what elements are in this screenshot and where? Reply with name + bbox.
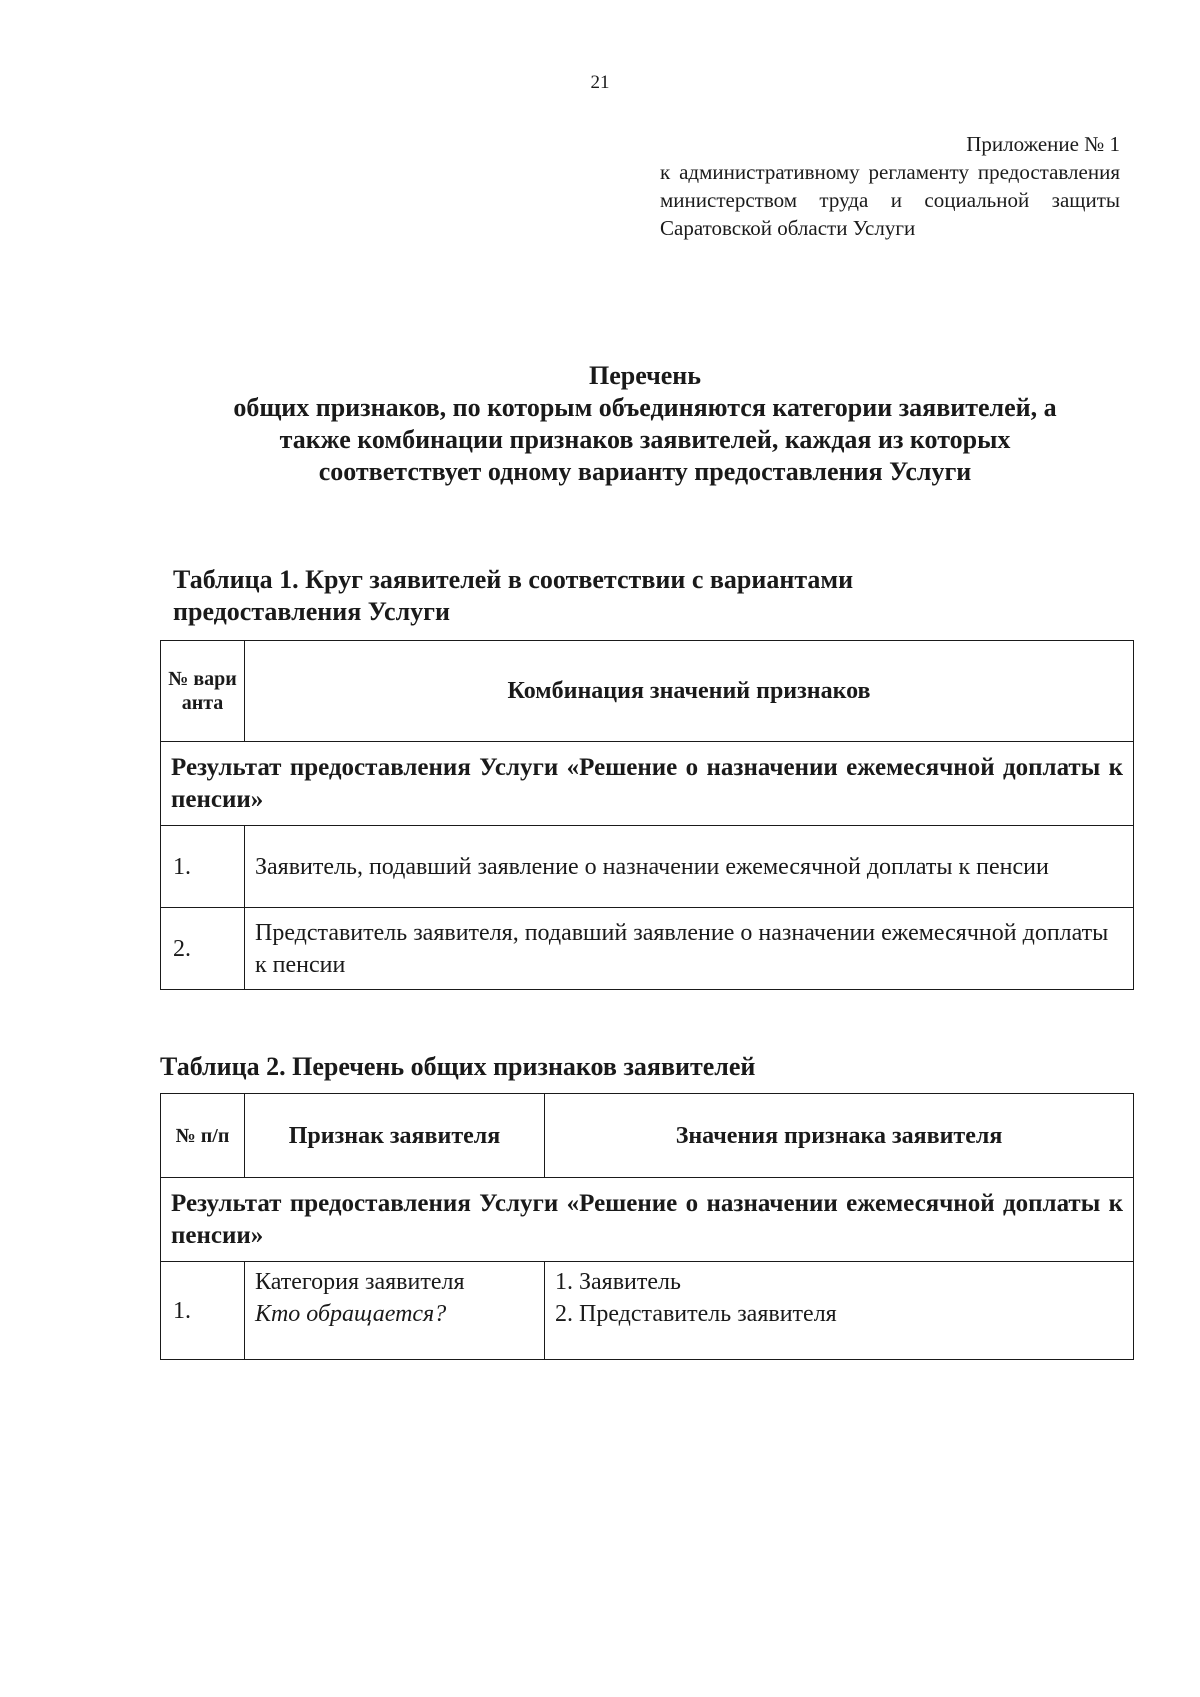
table1-header-num: № вари анта — [161, 641, 245, 742]
table2-header-feature: Признак заявителя — [245, 1094, 545, 1178]
table-row — [161, 826, 1134, 908]
value-item-2: 2. Представитель заявителя — [555, 1301, 837, 1327]
appendix-block — [660, 130, 1120, 242]
title-line-3: также комбинации признаков заявителей, каждая из которых — [279, 425, 1011, 454]
table1-header-combo: Комбинация значений признаков — [245, 641, 1134, 742]
table1 — [160, 640, 1134, 990]
table2-header-row — [161, 1094, 1134, 1178]
value-item-1: 1. Заявитель — [555, 1269, 681, 1295]
table-row — [161, 1262, 1134, 1360]
table1-result: Результат предоставления Услуги «Решение о назначении ежемесячной доплаты к пенсии» — [161, 742, 1134, 826]
table1-result-row — [161, 742, 1134, 826]
page-number: 21 — [590, 72, 610, 93]
table2-row-1-num: 1. — [161, 1262, 245, 1360]
appendix-body: к административному регламенту предоставления министерством труда и социальной защиты Саратовской области Услуги — [660, 160, 1120, 240]
table1-row-2-num: 2. — [161, 908, 245, 990]
table2-header-num: № п/п — [161, 1094, 245, 1178]
table2-row-1-feature — [245, 1262, 545, 1360]
appendix-title: Приложение № 1 — [966, 132, 1120, 156]
title-line-4: соответствует одному варианту предоставления Услуги — [318, 457, 972, 486]
table2-row-1-values — [545, 1262, 1134, 1360]
feature-question: Кто обращается? — [255, 1301, 447, 1327]
table2-result-row — [161, 1178, 1134, 1262]
table1-caption: Таблица 1. Круг заявителей в соответствии с вариантами предоставления Услуги — [173, 565, 854, 626]
table1-header-row — [161, 641, 1134, 742]
table-row — [161, 908, 1134, 990]
table2-result: Результат предоставления Услуги «Решение о назначении ежемесячной доплаты к пенсии» — [161, 1178, 1134, 1262]
table2 — [160, 1093, 1134, 1360]
table2-caption: Таблица 2. Перечень общих признаков заявителей — [160, 1052, 756, 1081]
table1-row-2-text: Представитель заявителя, подавший заявление о назначении ежемесячной доплаты к пенсии — [245, 908, 1134, 990]
table1-row-1-text: Заявитель, подавший заявление о назначении ежемесячной доплаты к пенсии — [245, 826, 1134, 908]
title-line-2: общих признаков, по которым объединяются категории заявителей, а — [233, 393, 1057, 422]
feature-label: Категория заявителя — [255, 1269, 465, 1295]
table2-header-values: Значения признака заявителя — [545, 1094, 1134, 1178]
table1-row-1-num: 1. — [161, 826, 245, 908]
document-title — [150, 360, 1140, 488]
title-line-1: Перечень — [588, 361, 702, 390]
